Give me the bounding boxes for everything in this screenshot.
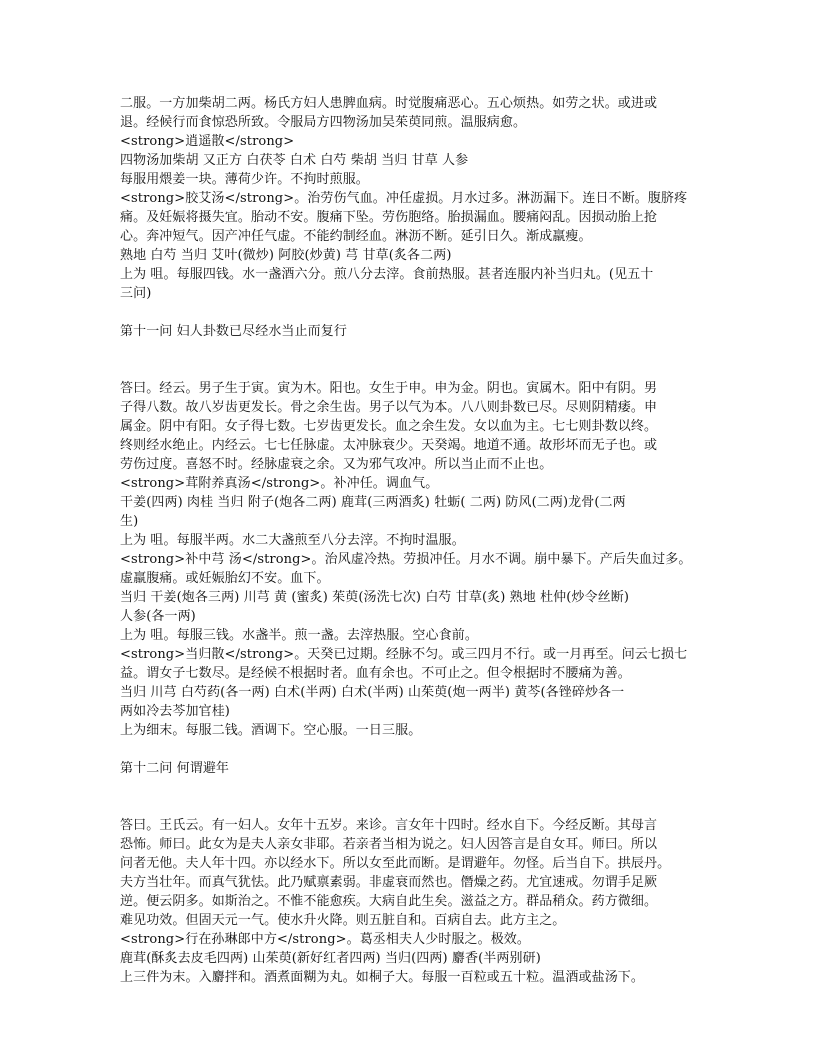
- text-line: 子得八数。故八岁齿更发长。骨之余生齿。男子以气为本。八八则卦数已尽。尽则阴精痿。申: [120, 400, 658, 415]
- text-line: 答曰。王氏云。有一妇人。女年十五岁。来诊。言女年十四时。经水自下。今经反断。其母言: [120, 818, 658, 833]
- text-line: 上为 咀。每服四钱。水一盏酒六分。煎八分去滓。食前热服。甚者连服内补当归丸。(见五十: [120, 267, 654, 282]
- text-line: 终则经水绝止。内经云。七七任脉虚。太冲脉衰少。天癸竭。地道不通。故形坏而无子也。或: [120, 438, 658, 453]
- text-block-2: [120, 379, 716, 740]
- spacer: [120, 778, 716, 816]
- text-line: <strong>补中芎 汤</strong>。治风虚冷热。劳损冲任。月水不调。崩中暴下。产后失血过多。: [120, 552, 692, 567]
- text-line: 鹿茸(酥炙去皮毛四两) 山茱萸(新好红者四两) 当归(四两) 麝香(半两别研): [120, 951, 541, 966]
- text-line: 上为 咀。每服半两。水二大盏煎至八分去滓。不拘时温服。: [120, 533, 465, 548]
- text-line: <strong>逍遥散</strong>: [120, 134, 295, 149]
- text-line: <strong>行在孙琳郎中方</strong>。葛丞相夫人少时服之。极效。: [120, 932, 531, 947]
- text-line: 当归 干姜(炮各三两) 川芎 黄 (蜜炙) 茱萸(汤洗七次) 白芍 甘草(炙) 熟地 杜仲(炒令丝断): [120, 590, 630, 605]
- text-line: 逆。便云阴多。如斯治之。不惟不能愈疾。大病自此生矣。滋益之方。群品稍众。药方微细。: [120, 894, 658, 909]
- text-line: 虚羸腹痛。或妊娠胎幻不安。血下。: [120, 571, 330, 586]
- text-line: 夫方当壮年。而真气犹怯。此乃赋禀素弱。非虚衰而然也。僭燥之药。尤宜速戒。勿谓手足厥: [120, 875, 658, 890]
- text-line: 属金。阴中有阳。女子得七数。七岁齿更发长。血之余生发。女以血为主。七七则卦数以终。: [120, 419, 658, 434]
- text-line: 每服用煨姜一块。薄荷少许。不拘时煎服。: [120, 172, 369, 187]
- spacer: [120, 303, 716, 322]
- text-line: 二服。一方加柴胡二两。杨氏方妇人患脾血病。时觉腹痛恶心。五心烦热。如劳之状。或进或: [120, 96, 658, 111]
- text-line: 当归 川芎 白芍药(各一两) 白术(半两) 白术(半两) 山茱萸(炮一两半) 黄芩(各锉碎炒各一: [120, 685, 625, 700]
- text-line: 答曰。经云。男子生于寅。寅为木。阳也。女生于申。申为金。阴也。寅属木。阳中有阴。男: [120, 381, 658, 396]
- text-line: 问者无他。夫人年十四。亦以经水下。所以女至此而断。是谓避年。勿怪。后当自下。拱辰丹。: [120, 856, 671, 871]
- text-line: <strong>当归散</strong>。天癸已过期。经脉不匀。或三四月不行。或一月再至。问云七损七: [120, 647, 688, 662]
- spacer: [120, 740, 716, 759]
- text-line: 两如冷去芩加官桂): [120, 704, 230, 719]
- text-line: 心。奔冲短气。因产冲任气虚。不能约制经血。淋沥不断。延引日久。渐成羸瘦。: [120, 229, 592, 244]
- text-line: 难见功效。但固天元一气。使水升火降。则五脏自和。百病自去。此方主之。: [120, 913, 566, 928]
- text-line: 上为细末。每服二钱。酒调下。空心服。一日三服。: [120, 723, 422, 738]
- text-line: 益。谓女子七数尽。是经候不根据时者。血有余也。不可止之。但令根据时不腰痛为善。: [120, 666, 631, 681]
- text-line: <strong>茸附养真汤</strong>。补冲任。调血气。: [120, 476, 439, 491]
- text-block-1: [120, 94, 716, 303]
- text-line: 人参(各一两): [120, 609, 196, 624]
- text-block-3: [120, 816, 716, 987]
- text-line: 三问): [120, 286, 152, 301]
- text-line: 干姜(四两) 肉桂 当归 附子(炮各二两) 鹿茸(三两酒炙) 牡蛎( 二两) 防风(二两)龙骨(二两: [120, 495, 626, 510]
- text-line: 恐怖。师曰。此女为是夫人亲女非耶。若亲者当相为说之。妇人因答言是自女耳。师曰。所以: [120, 837, 658, 852]
- text-line: 上为 咀。每服三钱。水盏半。煎一盏。去滓热服。空心食前。: [120, 628, 478, 643]
- section-heading-11: 第十一问 妇人卦数已尽经水当止而复行: [120, 324, 347, 339]
- text-line: 四物汤加柴胡 又正方 白茯苓 白术 白芍 柴胡 当归 甘草 人参: [120, 153, 469, 168]
- text-line: 退。经候行而食惊恐所致。令服局方四物汤加吴茱萸同煎。温服病愈。: [120, 115, 527, 130]
- text-line: <strong>胶艾汤</strong>。治劳伤气血。冲任虚损。月水过多。淋沥漏下。连日不断。腹脐疼: [120, 191, 688, 206]
- text-line: 痛。及妊娠将摄失宜。胎动不安。腹痛下坠。劳伤胞络。胎损漏血。腰痛闷乱。因损动胎上抢: [120, 210, 658, 225]
- text-line: 熟地 白芍 当归 艾叶(微炒) 阿胶(炒黄) 芎 甘草(炙各二两): [120, 248, 452, 263]
- text-line: 生): [120, 514, 139, 529]
- text-line: 劳伤过度。喜怒不时。经脉虚衰之余。又为邪气攻冲。所以当止而不止也。: [120, 457, 553, 472]
- text-line: 上三件为末。入麝拌和。酒煮面糊为丸。如桐子大。每服一百粒或五十粒。温酒或盐汤下。: [120, 970, 645, 985]
- section-heading-12: 第十二问 何谓避年: [120, 761, 230, 776]
- spacer: [120, 341, 716, 379]
